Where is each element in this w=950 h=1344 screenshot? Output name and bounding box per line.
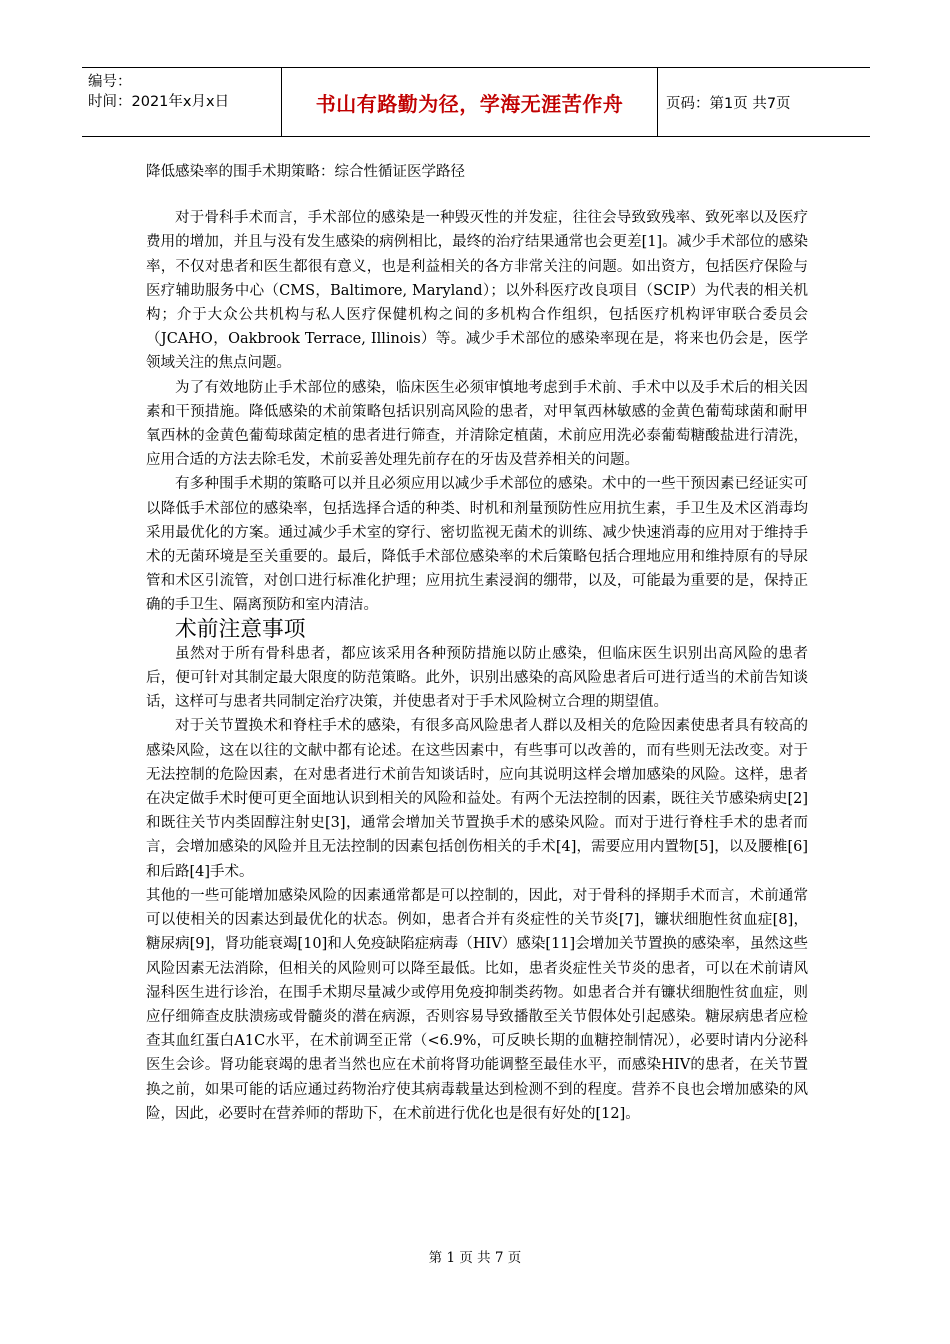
body-paragraph: 虽然对于所有骨科患者，都应该采用各种预防措施以防止感染，但临床医生识别出高风险的患者后，便可针对其制定最大限度的防范策略。此外，识别出感染的高风险患者后可进行适当的术前告知谈话，这样可与患者共同制定治疗决策，并使患者对于手术风险树立合理的期望值。 (146, 645, 808, 711)
document-title: 降低感染率的围手术期策略：综合性循证医学路径 (146, 164, 465, 180)
section-heading: 术前注意事项 (175, 616, 306, 642)
page-footer: 第 1 页 共 7 页 (428, 1250, 522, 1266)
page-header (82, 67, 870, 137)
document-time-label: 时间：2021年x月x日 (88, 94, 230, 110)
header-motto: 书山有路勤为径，学海无涯苦作舟 (282, 68, 658, 136)
body-paragraph: 其他的一些可能增加感染风险的因素通常都是可以控制的，因此，对于骨科的择期手术而言，术前通常可以使相关的因素达到最优化的状态。例如，患者合并有炎症性的关节炎[7]，镰状细胞性贫血症[8]，糖尿病[9]，肾功能衰竭[10]和人免疫缺陷症病毒（HIV）感染[11]会增加关节置换的感染率，虽然这些风险因素无法消除，但相关的风险则可以降至最低。比如，患者炎症性关节炎的患者，可以在术前请风湿科医生进行诊治，在围手术期尽量减少或停用免疫抑制类药物。如患者合并有镰状细胞性贫血症，则应仔细筛查皮肤溃疡或骨髓炎的潜在病源，否则容易导致播散至关节假体处引起感染。糖尿病患者应检查其血红蛋白A1C水平，在术前调至正常（<6.9%，可反映长期的血糖控制情况），必要时请内分泌科医生会诊。肾功能衰竭的患者当然也应在术前将肾功能调整至最佳水平，而感染HIV的患者，在关节置换之前，如果可能的话应通过药物治疗使其病毒载量达到检测不到的程度。营养不良也会增加感染的风险，因此，必要时在营养师的帮助下，在术前进行优化也是很有好处的[12]。 (146, 887, 808, 1122)
header-meta (82, 68, 282, 136)
body-paragraph: 有多种围手术期的策略可以并且必须应用以减少手术部位的感染。术中的一些干预因素已经证实可以降低手术部位的感染率，包括选择合适的种类、时机和剂量预防性应用抗生素，手卫生及术区消毒均采用最优化的方案。通过减少手术室的穿行、密切监视无菌术的训练、减少快速消毒的应用对于维持手术的无菌环境是至关重要的。最后，降低手术部位感染率的术后策略包括合理地应用和维持原有的导尿管和术区引流管，对创口进行标准化护理；应用抗生素浸润的绷带，以及，可能最为重要的是，保持正确的手卫生、隔离预防和室内清洁。 (146, 476, 808, 614)
body-paragraph: 为了有效地防止手术部位的感染，临床医生必须审慎地考虑到手术前、手术中以及手术后的相关因素和干预措施。降低感染的术前策略包括识别高风险的患者，对甲氧西林敏感的金黄色葡萄球菌和耐甲氧西林的金黄色葡萄球菌定植的患者进行筛查，并清除定植菌，术前应用洗必泰葡萄糖酸盐进行清洗，应用合适的方法去除毛发，术前妥善处理先前存在的牙齿及营养相关的问题。 (146, 379, 808, 469)
document-body (146, 160, 808, 1126)
body-paragraph: 对于骨科手术而言，手术部位的感染是一种毁灭性的并发症，往往会导致致残率、致死率以及医疗费用的增加，并且与没有发生感染的病例相比，最终的治疗结果通常也会更差[1]。减少手术部位的感染率，不仅对患者和医生都很有意义，也是利益相关的各方非常关注的问题。如出资方，包括医疗保险与医疗辅助服务中心（CMS，Baltimore, Maryland）；以外科医疗改良项目（SCIP）为代表的相关机构；介于大众公共机构与私人医疗保健机构之间的多机构合作组织，包括医疗机构评审联合委员会（JCAHO，Oakbrook Terrace, Illinois）等。减少手术部位的感染率现在是，将来也仍会是，医学领域关注的焦点问题。 (146, 210, 808, 372)
header-page-info: 页码：第1页 共7页 (666, 95, 791, 112)
body-paragraph: 对于关节置换术和脊柱手术的感染，有很多高风险患者人群以及相关的危险因素使患者具有较高的感染风险，这在以往的文献中都有论述。在这些因素中，有些事可以改善的，而有些则无法改变。对于无法控制的危险因素，在对患者进行术前告知谈话时，应向其说明这样会增加感染的风险。这样，患者在决定做手术时便可更全面地认识到相关的风险和益处。有两个无法控制的因素，既往关节感染病史[2]和既往关节内类固醇注射史[3]，通常会增加关节置换手术的感染风险。而对于进行脊柱手术的患者而言，会增加感染的风险并且无法控制的因素包括创伤相关的手术[4]，需要应用内置物[5]，以及腰椎[6]和后路[4]手术。 (146, 718, 808, 880)
document-number-label: 编号： (88, 74, 132, 90)
